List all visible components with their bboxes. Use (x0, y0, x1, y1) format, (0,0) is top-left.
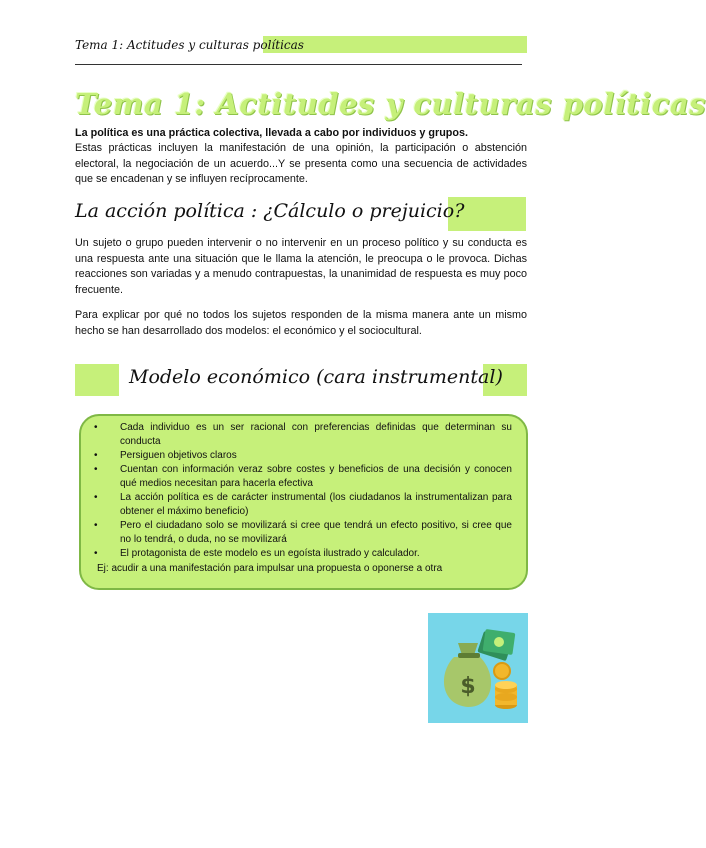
dollar-symbol: $ (460, 674, 476, 699)
bullet-icon: • (94, 548, 98, 559)
section-paragraph-1: Un sujeto o grupo pueden intervenir o no intervenir en un proceso político y su conducta es una respuesta ante una situación que le llama la atención, le preocupa o le provoca. Dichas reacciones son variadas y a menudo contrapuestas, la unanimidad de respuesta es muy poco frecuente. (75, 237, 527, 296)
intro-paragraph: Estas prácticas incluyen la manifestación de una opinión, la participación o abstención electoral, la negociación de un acuerdo...Y se presenta como una secuencia de actividades que se encadenan y se influyen recíprocamente. (75, 142, 527, 185)
section-title: La acción política : ¿Cálculo o prejuicio? (75, 200, 465, 222)
list-item: • El protagonista de este modelo es un egoísta ilustrado y calculador. (94, 548, 420, 559)
model-list (81, 416, 526, 561)
bullet-icon: • (94, 422, 98, 433)
bullet-icon: • (94, 450, 98, 461)
bullet-icon: • (94, 520, 98, 531)
bullet-icon: • (94, 492, 98, 503)
model-example: Ej: acudir a una manifestación para impulsar una propuesta o oponerse a otra (97, 563, 443, 574)
main-title: Tema 1: Actitudes y culturas políticas (75, 87, 706, 121)
model-summary-box (79, 414, 528, 590)
list-item: • Pero el ciudadano solo se movilizará si cree que tendrá un efecto positivo, si cree que no lo tendrá, o duda, no se movilizará (94, 520, 512, 545)
money-bag-icon (428, 613, 528, 723)
header-title: Tema 1: Actitudes y culturas políticas (75, 38, 304, 52)
section-paragraph-2: Para explicar por qué no todos los sujetos responden de la misma manera ante un mismo hecho se han desarrollado dos modelos: el económico y el sociocultural. (75, 309, 527, 337)
bullet-icon: • (94, 464, 98, 475)
list-item: • Persiguen objetivos claros (94, 450, 237, 461)
header-rule (75, 64, 522, 65)
list-item: • Cada individuo es un ser racional con preferencias definidas que determinan su conducta (94, 422, 512, 447)
money-illustration (428, 613, 528, 723)
model-highlight-left (75, 364, 119, 396)
model-heading (75, 364, 527, 398)
page-header (75, 36, 527, 54)
list-item: • Cuentan con información veraz sobre costes y beneficios de una decisión y conocen qué medios necesitan para hacerla efectiva (94, 464, 512, 489)
model-title: Modelo económico (cara instrumental) (129, 366, 503, 388)
list-item: • La acción política es de carácter instrumental (los ciudadanos la instrumentalizan para obtener el máximo beneficio) (94, 492, 512, 517)
intro-bold-sentence: La política es una práctica colectiva, llevada a cabo por individuos y grupos. (75, 127, 469, 139)
